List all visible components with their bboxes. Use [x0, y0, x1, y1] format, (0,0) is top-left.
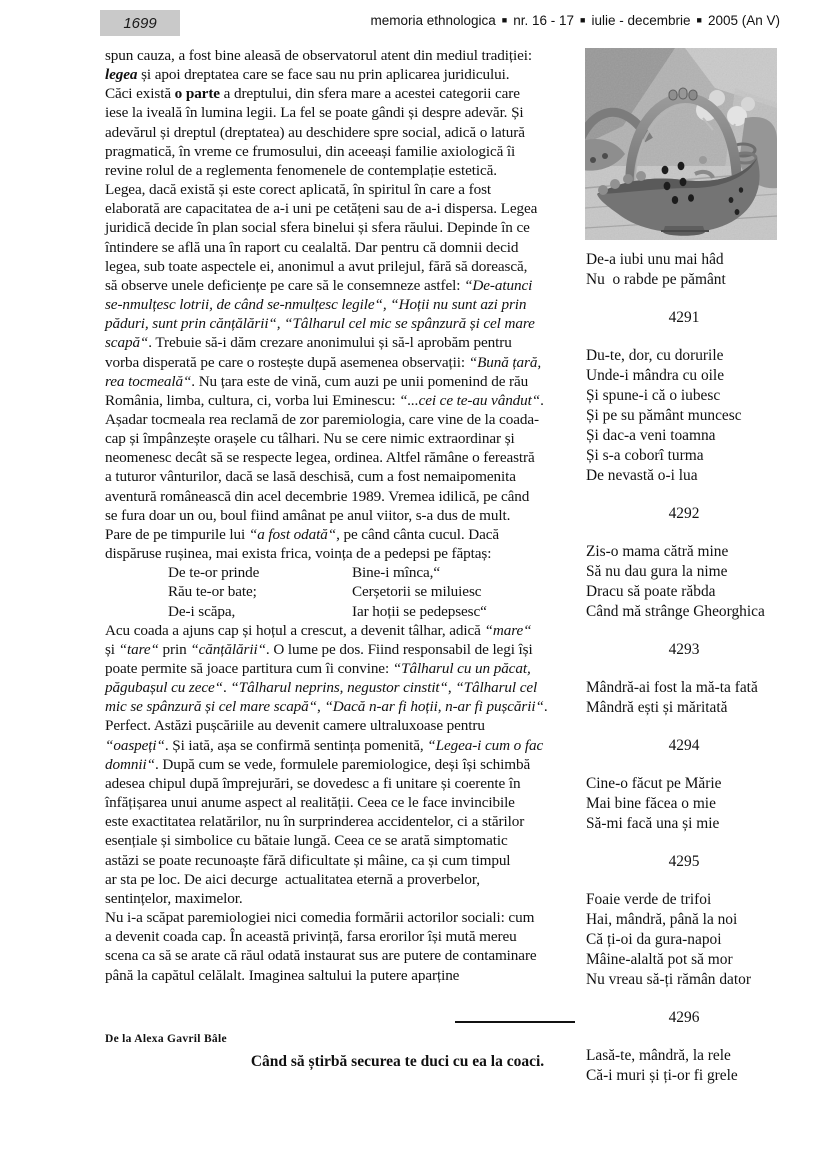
- poem-column: [586, 250, 782, 1086]
- text-line: revine rolul de a reglementa fenomenele de contemplație estetică.: [105, 161, 497, 179]
- poem-number: 4293: [668, 641, 700, 658]
- text-line: Acu coada a ajuns cap și hoțul a crescut, a devenit tâlhar, adică “mare“: [105, 621, 532, 639]
- text-line: esențiale și simbolice cu bătaie lungă. Ceea ce se arată simptomatic: [105, 832, 508, 850]
- text-line: Așadar tocmeala rea reclamă de zor paremiologia, care vine de la coada-: [105, 410, 539, 428]
- text-line: cap și împânzește orașele cu tâlhari. Nu se cere nimic extraordinar și: [105, 430, 515, 448]
- poem-line: Lasă-te, mândră, la rele: [586, 1047, 731, 1064]
- text-line: se fura doar un ou, boul fiind amânat pe anul viitor, s-a dus de mult.: [105, 506, 511, 524]
- text-line: vorba disperată pe care o rostește după asemenea observații: “Bună țară,: [105, 353, 542, 371]
- text-line: poate permite să joace partitura cum îi convine: “Tâlharul cu un păcat,: [105, 660, 531, 677]
- verse-line: De-i scăpa, Iar hoții se pedepsesc“: [168, 602, 487, 620]
- poem-line: Nu o rabde pe pământ: [586, 271, 726, 288]
- poem-line: De-a iubi unu mai hâd: [586, 251, 724, 268]
- text-line: “oaspeți“. Și iată, așa se confirmă sentința pomenită, “Legea-i cum o fac: [105, 736, 544, 754]
- text-line: iese la iveală în lumina legii. La fel se poate gândi și despre adevăr. Și: [105, 104, 524, 122]
- poem-line: Zis-o mama cătră mine: [586, 543, 729, 560]
- text-line: păgubașul cu zece“. “Tâlharul neprins, negustor cinstit“, “Tâlharul cel: [105, 679, 538, 697]
- issue-number: nr. 16 - 17: [513, 13, 575, 28]
- text-line: păduri, sunt prin cănțălării“, “Tâlharul cel mic se spânzură și cel mare: [105, 315, 535, 333]
- footer-divider: [455, 1021, 575, 1023]
- poem-line: Și s-a coborî turma: [586, 447, 704, 464]
- poem-line: Să nu dau gura la nime: [586, 563, 728, 580]
- text-line: scapă“. Trebuie să-i dăm crezare anonimului și să-l aprobăm pentru: [105, 334, 512, 352]
- square-separator-icon: ■: [501, 15, 508, 25]
- text-line: până la capătul celălalt. Imaginea saltului la putere aparține: [105, 966, 460, 984]
- text-line: a devenit coada cap. În această privință, farsa erorilor își mută mereu: [105, 928, 517, 946]
- main-text: [105, 46, 587, 985]
- issue-period: iulie - decembrie: [591, 13, 691, 28]
- square-separator-icon: ■: [580, 15, 586, 25]
- text-line: pragmatică, în vreme ce frumosului, din aceeași familie axiologică îi: [105, 142, 516, 160]
- text-line: juridică decide în plan social sfera binelui și sfera răului. Depinde în ce: [105, 219, 530, 237]
- poem-line: Să-mi facă una și mie: [586, 815, 720, 832]
- proverb-title: Când să știrbă securea te duci cu ea la coaci.: [250, 1053, 545, 1070]
- poem-line: Și dac-a veni toamna: [586, 427, 716, 444]
- text-line: se-nmulțesc lotrii, de când se-nmulțesc legile“, “Hoții nu sunt azi prin: [105, 296, 527, 314]
- page-number-box: [100, 10, 180, 36]
- text-line: România, limba, cultura, ci, vorba lui Eminescu: “...cei ce te-au vândut“.: [105, 391, 544, 409]
- text-line: Pare de pe timpurile lui “a fost odată“, pe când cânta cucul. Dacă: [105, 525, 500, 543]
- text-line: a tuturor vânturilor, dacă se lasă deschisă, cum a fost nemaipomenita: [105, 468, 516, 486]
- text-line: neomenesc decât să se respecte legea, ordinea. Altfel rămâne o fereastră: [105, 449, 535, 467]
- text-line: Legea, dacă există și este corect aplicată, în spiritul în care a fost: [105, 181, 492, 199]
- ceramic-vessel-photo: [585, 48, 777, 240]
- verse-line: De te-or prinde Bine-i mînca,“: [168, 564, 441, 582]
- text-line: Căci există o parte a dreptului, din sfera mare a acestei categorii care: [105, 85, 520, 103]
- poem-line: De nevastă o-i lua: [586, 467, 698, 484]
- journal-title: memoria ethnologica: [370, 13, 496, 28]
- text-line: domnii“. După cum se vede, formulele paremiologice, deși își schimbă: [105, 755, 531, 773]
- text-line: ar sta pe loc. De aici decurge actualitatea eternă a proverbelor,: [105, 870, 480, 888]
- poem-line: Foaie verde de trifoi: [586, 891, 712, 908]
- text-line: legea și apoi dreptatea care se face sau nu prin aplicarea juridicului.: [105, 66, 510, 84]
- text-line: spun cauza, a fost bine aleasă de observatorul atent din mediul tradiției:: [105, 47, 532, 64]
- verse-line: Rău te-or bate; Cerșetorii se miluiesc: [168, 583, 482, 601]
- poem-line: Că-i muri și ți-or fi grele: [586, 1067, 738, 1084]
- poem-line: Mai bine făcea o mie: [586, 795, 716, 812]
- poem-line: Și pe su pământ muncesc: [586, 407, 742, 424]
- text-line: și “tare“ prin “cănțălării“. O lume pe dos. Fiind responsabil de legi își: [105, 640, 533, 658]
- poem-line: Mâine-alaltă pot să mor: [586, 951, 733, 968]
- poem-number: 4295: [668, 853, 700, 870]
- poem-line: Cine-o făcut pe Mărie: [586, 775, 722, 792]
- text-line: este exactitatea relatărilor, nu în surprinderea accidentelor, ci a stărilor: [105, 813, 525, 831]
- poem-number: 4291: [668, 309, 700, 326]
- text-line: înfățișarea unui anume aspect al realității. Ceea ce le face invincibile: [105, 794, 515, 812]
- poem-number: 4294: [668, 737, 700, 754]
- issue-year: 2005 (An V): [707, 13, 780, 28]
- poem-line: Unde-i mândra cu oile: [586, 367, 725, 384]
- text-line: scena ca să se arate că răul odată instaurat sus are putere de contaminare: [105, 947, 537, 965]
- text-line: mic se spânzură și cel mare scapă“, “Dacă n-ar fi hoții, n-ar fi pușcării“.: [105, 698, 548, 716]
- source-attribution: De la Alexa Gavril Bâle: [105, 1033, 227, 1045]
- page-number: 1699: [123, 14, 157, 32]
- journal-header: [300, 13, 780, 28]
- poem-number: 4292: [668, 505, 700, 522]
- text-line: adesea chipul după împrejurări, se dovedesc a fi unitare și coerente în: [105, 774, 521, 792]
- text-line: astăzi se poate recunoaște fără dificultate și mâine, ca și cum timpul: [105, 851, 511, 869]
- text-line: legea, sub toate aspectele ei, anonimul a avut prilejul, fără să dorească,: [105, 257, 528, 275]
- text-line: Nu i-a scăpat paremiologiei nici comedia formării actorilor sociali: cum: [105, 909, 535, 927]
- text-line: adevărul și dreptul (dreptatea) au deschidere spre social, adică o latură: [105, 123, 525, 141]
- text-line: rea tocmeală“. Nu țara este de vină, cum auzi pe unii pomenind de rău: [105, 372, 529, 390]
- poem-line: Nu vreau să-ți rămân dator: [586, 971, 751, 988]
- poem-line: Dracu să poate răbda: [586, 583, 716, 600]
- poem-line: Mândră ești și măritată: [586, 699, 728, 716]
- text-line: aventură românească din acel decembrie 1989. Vremea idilică, pe când: [105, 487, 530, 505]
- poem-line: Hai, mândră, până la noi: [586, 911, 738, 928]
- text-line: întindere se află una în raport cu cealaltă. Dar pentru că domnii decid: [105, 238, 519, 256]
- poem-line: Du-te, dor, cu dorurile: [586, 347, 724, 364]
- square-separator-icon: ■: [696, 15, 702, 25]
- text-line: Perfect. Astăzi pușcăriile au devenit camere ultraluxoase pentru: [105, 717, 485, 735]
- poem-number: 4296: [668, 1009, 700, 1026]
- text-line: să observe unele deficiențe pe care să le consemneze astfel: “De-atunci: [105, 276, 533, 294]
- text-line: dispăruse rușinea, mai exista frica, voința de a pedepsi pe făptaș:: [105, 545, 492, 563]
- poem-line: Și spune-i că o iubesc: [586, 387, 721, 404]
- poem-line: Că ți-oi da gura-napoi: [586, 931, 722, 948]
- text-line: elaborată are capacitatea de a-i uni pe cetățeni sau de a-i dispersa. Legea: [105, 200, 538, 218]
- poem-line: Mândră-ai fost la mă-ta fată: [586, 679, 758, 696]
- poem-line: Când mă strânge Gheorghica: [586, 603, 765, 620]
- text-line: sentințelor, maximelor.: [105, 889, 243, 907]
